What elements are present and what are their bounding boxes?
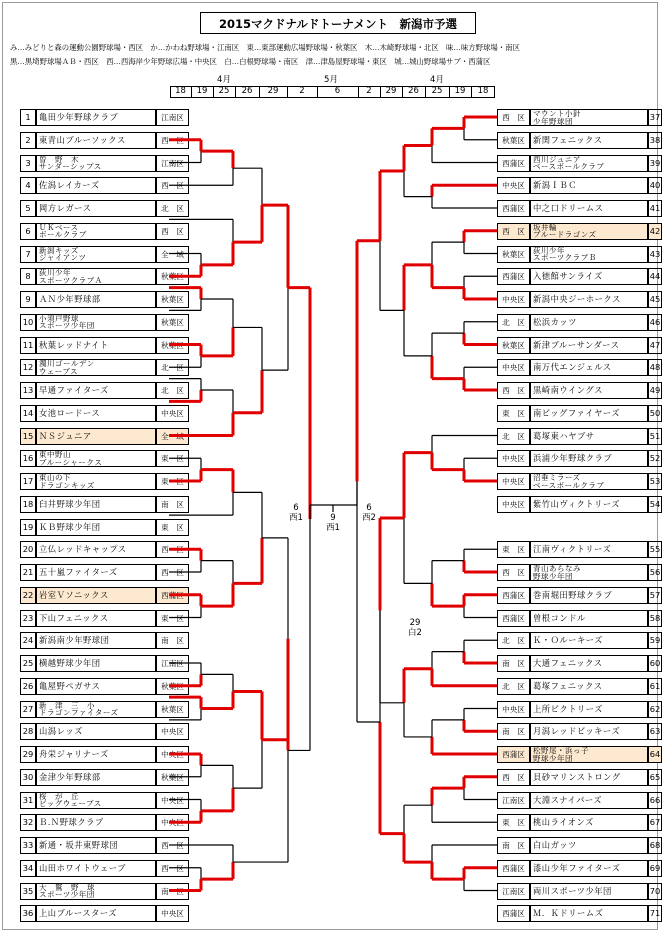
- team-number: 7: [20, 246, 36, 263]
- date-cell: 29: [267, 86, 279, 96]
- team-number: 51: [648, 428, 662, 445]
- team-area: 江南区: [497, 792, 530, 809]
- team-number: 8: [20, 268, 36, 285]
- team-area: 中央区: [156, 723, 189, 740]
- final-left-score: 6: [293, 503, 299, 513]
- venue-legend-line1: み…みどりと森の運動公園野球場・西区 か…かわね野球場・江南区 東…東部運動広場野球場・秋葉区 木…木崎野球場・北区 味…味方野球場・南区: [10, 43, 520, 52]
- team-name: 大淵スナイパーズ: [530, 792, 648, 809]
- team-area: 中央区: [156, 814, 189, 831]
- team-number: 27: [20, 701, 36, 718]
- team-number: 12: [20, 359, 36, 376]
- team-area: 北 区: [156, 359, 189, 376]
- team-name: 両川スポーツ少年団: [530, 883, 648, 900]
- team-number: 13: [20, 382, 36, 399]
- team-area: 西蒲区: [497, 610, 530, 627]
- team-name: ＮＳジュニア: [36, 428, 156, 445]
- team-area: 西 区: [497, 109, 530, 126]
- team-number: 28: [20, 723, 36, 740]
- team-number: 32: [20, 814, 36, 831]
- team-area: 秋葉区: [497, 337, 530, 354]
- team-area: 全 域: [156, 246, 189, 263]
- team-area: 東 区: [497, 814, 530, 831]
- team-number: 57: [648, 587, 662, 604]
- team-area: 西蒲区: [497, 200, 530, 217]
- team-number: 34: [20, 860, 36, 877]
- team-number: 2: [20, 132, 36, 149]
- team-name: 南万代エンジェルス: [530, 359, 648, 376]
- team-number: 25: [20, 655, 36, 672]
- team-name: 漆山少年ファイターズ: [530, 860, 648, 877]
- team-name: 白山ガッツ: [530, 837, 648, 854]
- team-area: 西蒲区: [497, 905, 530, 922]
- team-area: 中央区: [497, 291, 530, 308]
- team-name: 桃山ライオンズ: [530, 814, 648, 831]
- team-area: 東 区: [497, 541, 530, 558]
- team-area: 西蒲区: [497, 746, 530, 763]
- team-area: 西 区: [497, 564, 530, 581]
- team-area: 中央区: [497, 359, 530, 376]
- team-name: 東中野山 ブルーシャークス: [36, 450, 156, 467]
- team-name: 新 津 三 小 ドラゴンファイターズ: [36, 701, 156, 718]
- team-name: 曽 野 木 サンダーシップス: [36, 155, 156, 172]
- final-left-venue: 西1: [289, 513, 303, 523]
- team-name: 臼井野球少年団: [36, 496, 156, 513]
- team-number: 21: [20, 564, 36, 581]
- team-area: 西 区: [497, 382, 530, 399]
- team-name: 岩室Ｖソニックス: [36, 587, 156, 604]
- team-area: 北 区: [497, 314, 530, 331]
- team-name: 松浜カッツ: [530, 314, 648, 331]
- team-area: 西蒲区: [497, 860, 530, 877]
- team-name: 新潟中央ジーホークス: [530, 291, 648, 308]
- team-number: 46: [648, 314, 662, 331]
- team-number: 53: [648, 473, 662, 490]
- date-cell: 26: [408, 86, 419, 96]
- team-name: Ｂ.Ｎ野球クラブ: [36, 814, 156, 831]
- team-name: 入徳館サンライズ: [530, 268, 648, 285]
- team-number: 6: [20, 223, 36, 240]
- team-number: 40: [648, 177, 662, 194]
- team-name: 葛塚東ハヤブサ: [530, 428, 648, 445]
- team-area: 中央区: [156, 746, 189, 763]
- final-center-score: 9: [330, 513, 336, 523]
- team-name: 江南ヴィクトリーズ: [530, 541, 648, 558]
- team-name: 上所ビクトリーズ: [530, 701, 648, 718]
- team-name: 新潟ＩＢＣ: [530, 177, 648, 194]
- team-name: マウント小針 少年野球団: [530, 109, 648, 126]
- mid-right-venue: 白2: [408, 628, 422, 638]
- team-number: 24: [20, 632, 36, 649]
- team-area: 北 区: [497, 428, 530, 445]
- month-header-right: 4月: [430, 75, 444, 85]
- team-area: 中央区: [156, 405, 189, 422]
- team-number: 69: [648, 860, 662, 877]
- team-number: 18: [20, 496, 36, 513]
- team-area: 秋葉区: [156, 701, 189, 718]
- team-area: 中央区: [497, 177, 530, 194]
- team-area: 中央区: [497, 450, 530, 467]
- team-name: 早通ファイターズ: [36, 382, 156, 399]
- team-area: 中央区: [497, 701, 530, 718]
- team-number: 59: [648, 632, 662, 649]
- team-number: 30: [20, 769, 36, 786]
- team-number: 37: [648, 109, 662, 126]
- team-name: 女池ロードース: [36, 405, 156, 422]
- team-number: 68: [648, 837, 662, 854]
- team-number: 43: [648, 246, 662, 263]
- team-name: 荻川少年 スポーツクラブＡ: [36, 268, 156, 285]
- team-name: 坂井輪 ブルードラゴンズ: [530, 223, 648, 240]
- team-number: 67: [648, 814, 662, 831]
- team-area: 秋葉区: [156, 678, 189, 695]
- team-number: 41: [648, 200, 662, 217]
- team-number: 16: [20, 450, 36, 467]
- team-name: 金津少年野球部: [36, 769, 156, 786]
- team-name: 新潟南少年野球団: [36, 632, 156, 649]
- final-right-score: 6: [366, 503, 372, 513]
- team-number: 49: [648, 382, 662, 399]
- team-area: 西蒲区: [497, 155, 530, 172]
- team-number: 33: [20, 837, 36, 854]
- team-name: 五十嵐ファイターズ: [36, 564, 156, 581]
- team-number: 50: [648, 405, 662, 422]
- team-area: 西 区: [156, 860, 189, 877]
- team-number: 71: [648, 905, 662, 922]
- team-number: 55: [648, 541, 662, 558]
- venue-legend-line2: 黒…黒埼野球場ＡＢ・西区 西…西海岸少年野球広場・中央区 白…白根野球場・南区 津…津島屋野球場・東区 城…城山野球場サブ・西蒲区: [10, 57, 491, 66]
- team-name: 西川ジュニア ベースボールクラブ: [530, 155, 648, 172]
- team-name: 南ビッグファイヤーズ: [530, 405, 648, 422]
- team-name: 横越野球少年団: [36, 655, 156, 672]
- team-name: 下山フェニックス: [36, 610, 156, 627]
- team-number: 65: [648, 769, 662, 786]
- team-name: 東山の下 ドラゴンキッズ: [36, 473, 156, 490]
- team-number: 42: [648, 223, 662, 240]
- team-number: 11: [20, 337, 36, 354]
- team-name: Ｋ・Ｏルーキーズ: [530, 632, 648, 649]
- team-area: 西 区: [497, 769, 530, 786]
- team-name: 月潟レッドビッキーズ: [530, 723, 648, 740]
- team-name: 佐潟レイカーズ: [36, 177, 156, 194]
- team-name: 松野尾・浜っ子 野球少年団: [530, 746, 648, 763]
- team-area: 南 区: [156, 632, 189, 649]
- team-number: 20: [20, 541, 36, 558]
- date-cell: 29: [385, 86, 397, 96]
- team-number: 29: [20, 746, 36, 763]
- team-number: 4: [20, 177, 36, 194]
- team-number: 48: [648, 359, 662, 376]
- team-name: 上山ブルースターズ: [36, 905, 156, 922]
- team-area: 南 区: [497, 655, 530, 672]
- team-area: 秋葉区: [497, 132, 530, 149]
- page-title: 2015マクドナルドトーナメント 新潟市予選: [200, 12, 476, 34]
- team-area: 西 区: [497, 223, 530, 240]
- date-cell: 26: [241, 86, 253, 96]
- team-number: 3: [20, 155, 36, 172]
- team-name: 巻南堀田野球クラブ: [530, 587, 648, 604]
- team-name: 貝砂マリンストロング: [530, 769, 648, 786]
- team-number: 31: [20, 792, 36, 809]
- team-name: 新津ブルーサンダース: [530, 337, 648, 354]
- team-number: 10: [20, 314, 36, 331]
- team-name: 亀田少年野球クラブ: [36, 109, 156, 126]
- team-name: ＡＮ少年野球部: [36, 291, 156, 308]
- team-area: 西蒲区: [156, 587, 189, 604]
- team-name: 大通フェニックス: [530, 655, 648, 672]
- team-area: 西蒲区: [497, 587, 530, 604]
- team-name: 濁川ゴールデン ウェーブス: [36, 359, 156, 376]
- team-number: 58: [648, 610, 662, 627]
- team-area: 西 区: [156, 223, 189, 240]
- team-number: 36: [20, 905, 36, 922]
- team-name: 小須戸野球 スポーツ少年団: [36, 314, 156, 331]
- team-name: 紫竹山ヴィクトリーズ: [530, 496, 648, 513]
- team-area: 南 区: [156, 883, 189, 900]
- team-area: 中央区: [156, 905, 189, 922]
- team-area: 西 区: [156, 132, 189, 149]
- team-name: 新関フェニックス: [530, 132, 648, 149]
- date-cell: 18: [477, 86, 489, 96]
- team-area: 南 区: [497, 723, 530, 740]
- month-header-center: 5月: [324, 75, 338, 85]
- team-name: 山潟レッズ: [36, 723, 156, 740]
- date-cell: 19: [196, 86, 208, 96]
- team-name: 新通・坂井東野球団: [36, 837, 156, 854]
- team-area: 江南区: [156, 655, 189, 672]
- team-area: 南 区: [497, 837, 530, 854]
- team-number: 14: [20, 405, 36, 422]
- team-number: 44: [648, 268, 662, 285]
- team-name: 舟栄ジャリナーズ: [36, 746, 156, 763]
- team-number: 63: [648, 723, 662, 740]
- team-number: 17: [20, 473, 36, 490]
- team-number: 26: [20, 678, 36, 695]
- team-area: 中央区: [497, 473, 530, 490]
- team-area: 東 区: [497, 405, 530, 422]
- team-area: 秋葉区: [156, 291, 189, 308]
- team-name: 山田ホワイトウェーブ: [36, 860, 156, 877]
- team-area: 東 区: [156, 519, 189, 536]
- team-area: 中央区: [156, 792, 189, 809]
- team-number: 60: [648, 655, 662, 672]
- team-name: Ｍ．Ｋドリームズ: [530, 905, 648, 922]
- team-number: 15: [20, 428, 36, 445]
- team-area: 江南区: [156, 109, 189, 126]
- team-number: 52: [648, 450, 662, 467]
- team-name: 岡方レガース: [36, 200, 156, 217]
- team-number: 61: [648, 678, 662, 695]
- team-number: 47: [648, 337, 662, 354]
- team-area: 北 区: [497, 678, 530, 695]
- team-area: 東 区: [156, 610, 189, 627]
- team-area: 秋葉区: [156, 314, 189, 331]
- team-number: 56: [648, 564, 662, 581]
- team-number: 45: [648, 291, 662, 308]
- team-name: 大 鷲 野 球 スポーツ少年団: [36, 883, 156, 900]
- team-area: 西 区: [156, 541, 189, 558]
- team-name: 葛塚フェニックス: [530, 678, 648, 695]
- team-name: 中之口ドリームス: [530, 200, 648, 217]
- team-area: 秋葉区: [156, 769, 189, 786]
- team-name: 黒崎南ウイングス: [530, 382, 648, 399]
- team-area: 全 域: [156, 428, 189, 445]
- date-cell: 19: [454, 86, 466, 96]
- team-area: 西 区: [156, 177, 189, 194]
- team-name: 青山あらなみ 野球少年団: [530, 564, 648, 581]
- team-name: 荻川少年 スポーツクラブＢ: [530, 246, 648, 263]
- team-number: 70: [648, 883, 662, 900]
- final-right-venue: 西2: [362, 513, 376, 523]
- team-area: 西 区: [156, 564, 189, 581]
- team-name: 曽根コンドル: [530, 610, 648, 627]
- team-area: 秋葉区: [156, 337, 189, 354]
- team-number: 19: [20, 519, 36, 536]
- team-name: 秋葉レッドナイト: [36, 337, 156, 354]
- team-area: 南 区: [156, 496, 189, 513]
- month-header-left: 4月: [217, 75, 231, 85]
- final-center-venue: 西1: [326, 523, 340, 533]
- team-name: 新潟キッズ ジャイアンツ: [36, 246, 156, 263]
- team-area: 東 区: [156, 450, 189, 467]
- team-name: 桜 が 丘 ビッグウェーブス: [36, 792, 156, 809]
- team-number: 64: [648, 746, 662, 763]
- mid-right-score: 29: [409, 618, 421, 628]
- date-cell: 2: [366, 86, 372, 96]
- team-name: 東青山ブルーソックス: [36, 132, 156, 149]
- team-number: 39: [648, 155, 662, 172]
- team-area: 江南区: [156, 155, 189, 172]
- team-name: ＵＫベース ボールクラブ: [36, 223, 156, 240]
- team-area: 北 区: [497, 632, 530, 649]
- team-number: 62: [648, 701, 662, 718]
- team-number: 66: [648, 792, 662, 809]
- team-number: 9: [20, 291, 36, 308]
- date-cell: 25: [431, 86, 443, 96]
- date-cell: 2: [299, 86, 305, 96]
- team-area: 秋葉区: [497, 246, 530, 263]
- date-cell: 18: [175, 86, 186, 96]
- team-number: 1: [20, 109, 36, 126]
- team-area: 北 区: [156, 382, 189, 399]
- team-name: 亀屋野ペガサス: [36, 678, 156, 695]
- team-area: 秋葉区: [156, 268, 189, 285]
- team-number: 54: [648, 496, 662, 513]
- team-area: 中央区: [497, 496, 530, 513]
- team-area: 西 区: [156, 837, 189, 854]
- team-name: ＫＢ野球少年団: [36, 519, 156, 536]
- date-cell: 6: [334, 86, 341, 96]
- team-area: 西蒲区: [497, 268, 530, 285]
- team-name: 沼垂ミラーズ ベースボールクラブ: [530, 473, 648, 490]
- team-area: 東 区: [156, 473, 189, 490]
- team-area: 江南区: [497, 883, 530, 900]
- team-number: 22: [20, 587, 36, 604]
- team-name: 立仏レッドキャップス: [36, 541, 156, 558]
- team-number: 38: [648, 132, 662, 149]
- date-cell: 25: [218, 86, 230, 96]
- team-area: 北 区: [156, 200, 189, 217]
- team-name: 浜浦少年野球クラブ: [530, 450, 648, 467]
- team-number: 5: [20, 200, 36, 217]
- team-number: 35: [20, 883, 36, 900]
- team-number: 23: [20, 610, 36, 627]
